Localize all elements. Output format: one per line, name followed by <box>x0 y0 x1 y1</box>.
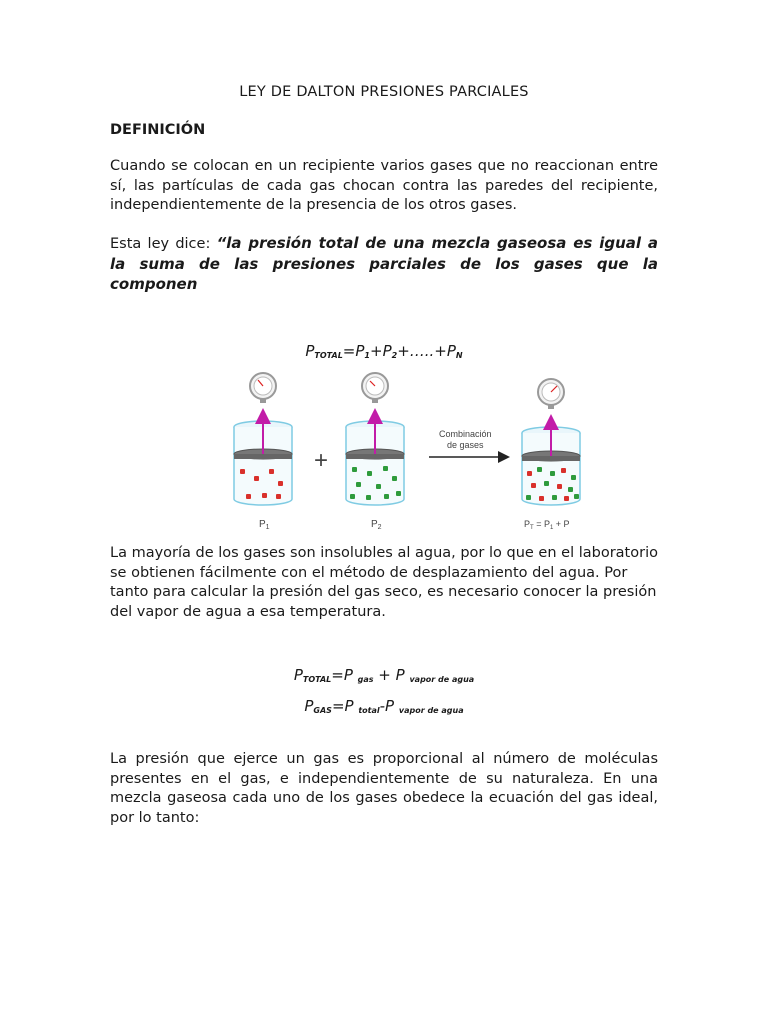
gas2-particle <box>571 475 576 480</box>
definition-paragraph: Cuando se colocan en un recipiente varios gases que no reaccionan entre sí, las partículas de cada gas chocan contra las paredes del recipiente, independientemente de la presencia de los otros gases. <box>110 158 658 213</box>
gas1-particle <box>531 483 536 488</box>
gas1-particle <box>276 494 281 499</box>
law-intro: Esta ley dice: <box>110 236 217 252</box>
arrow-caption-line2: de gases <box>447 440 484 450</box>
gas2-particle <box>544 481 549 486</box>
gas2-particle <box>383 466 388 471</box>
arrow-caption-line1: Combinación <box>439 429 492 439</box>
gas1-particle <box>557 484 562 489</box>
gas1-particle <box>564 496 569 501</box>
gas1-particle <box>254 476 259 481</box>
gas2-particle <box>376 484 381 489</box>
gas1-particle <box>246 494 251 499</box>
gas2-particle <box>552 495 557 500</box>
gas-mixture-figure <box>226 365 598 535</box>
gas2-particle <box>350 494 355 499</box>
gas2-particle <box>392 476 397 481</box>
plus-sign: + <box>314 447 329 474</box>
proportional-pressure-paragraph: La presión que ejerce un gas es proporcional al número de moléculas presentes en el gas, e independientemente de su naturaleza. En una mezcla gaseosa cada uno de los gases obedece la ecuación del gas ideal, por lo tanto: <box>110 751 658 826</box>
gas2-particle <box>356 482 361 487</box>
gas2-particle <box>367 471 372 476</box>
container-mixture <box>522 379 580 531</box>
combination-arrow <box>429 429 507 457</box>
gas2-particle <box>537 467 542 472</box>
container-gas-1 <box>234 373 292 531</box>
total-pressure-vapor-formula: $P_{TOTAL}=P$ $_{gas}$ + P $_{vapor de agua}$ <box>293 666 475 684</box>
gas1-particle <box>269 469 274 474</box>
pressure-gauge-icon <box>362 373 388 403</box>
gas1-particle <box>527 471 532 476</box>
gas2-particle <box>574 494 579 499</box>
total-pressure-formula: $P_{TOTAL}=P_1+P_2+\dots..+P_N$ <box>305 342 463 360</box>
gas2-particle <box>366 495 371 500</box>
pressure-gauge-icon <box>250 373 276 403</box>
label-total: $P_T = P_1 + P$ <box>524 519 570 531</box>
gas2-particle <box>568 487 573 492</box>
law-paragraph <box>110 234 658 296</box>
document-title: LEY DE DALTON PRESIONES PARCIALES <box>239 84 529 100</box>
gas2-particle <box>550 471 555 476</box>
gas2-particle <box>352 467 357 472</box>
gas1-particle <box>561 468 566 473</box>
gas2-particle <box>384 494 389 499</box>
gas1-particle <box>262 493 267 498</box>
insoluble-gases-paragraph: La mayoría de los gases son insolubles al agua, por lo que en el laboratorio se obtienen fácilmente con el método de desplazamiento del agua. Por tanto para calcular la presión del gas seco, es necesario conocer la presión del vapor de agua a esa temperatura. <box>110 545 658 620</box>
container-gas-2 <box>346 373 404 531</box>
pressure-gauge-icon <box>538 379 564 409</box>
section-heading: DEFINICIÓN <box>110 122 206 138</box>
gas2-particle <box>526 495 531 500</box>
gas1-particle <box>539 496 544 501</box>
label-p1: $P_1$ <box>259 519 270 531</box>
gas-pressure-formula: $P_{GAS}=P$ $_{total}$-P $_{vapor de agua}$ <box>304 697 464 715</box>
gas1-particle <box>240 469 245 474</box>
gas1-particle <box>278 481 283 486</box>
gas2-particle <box>396 491 401 496</box>
law-statement: “la presión total de una mezcla gaseosa es igual a la suma de las presiones parciales de los gases que la componen <box>110 234 659 293</box>
label-p2: $P_2$ <box>371 519 382 531</box>
